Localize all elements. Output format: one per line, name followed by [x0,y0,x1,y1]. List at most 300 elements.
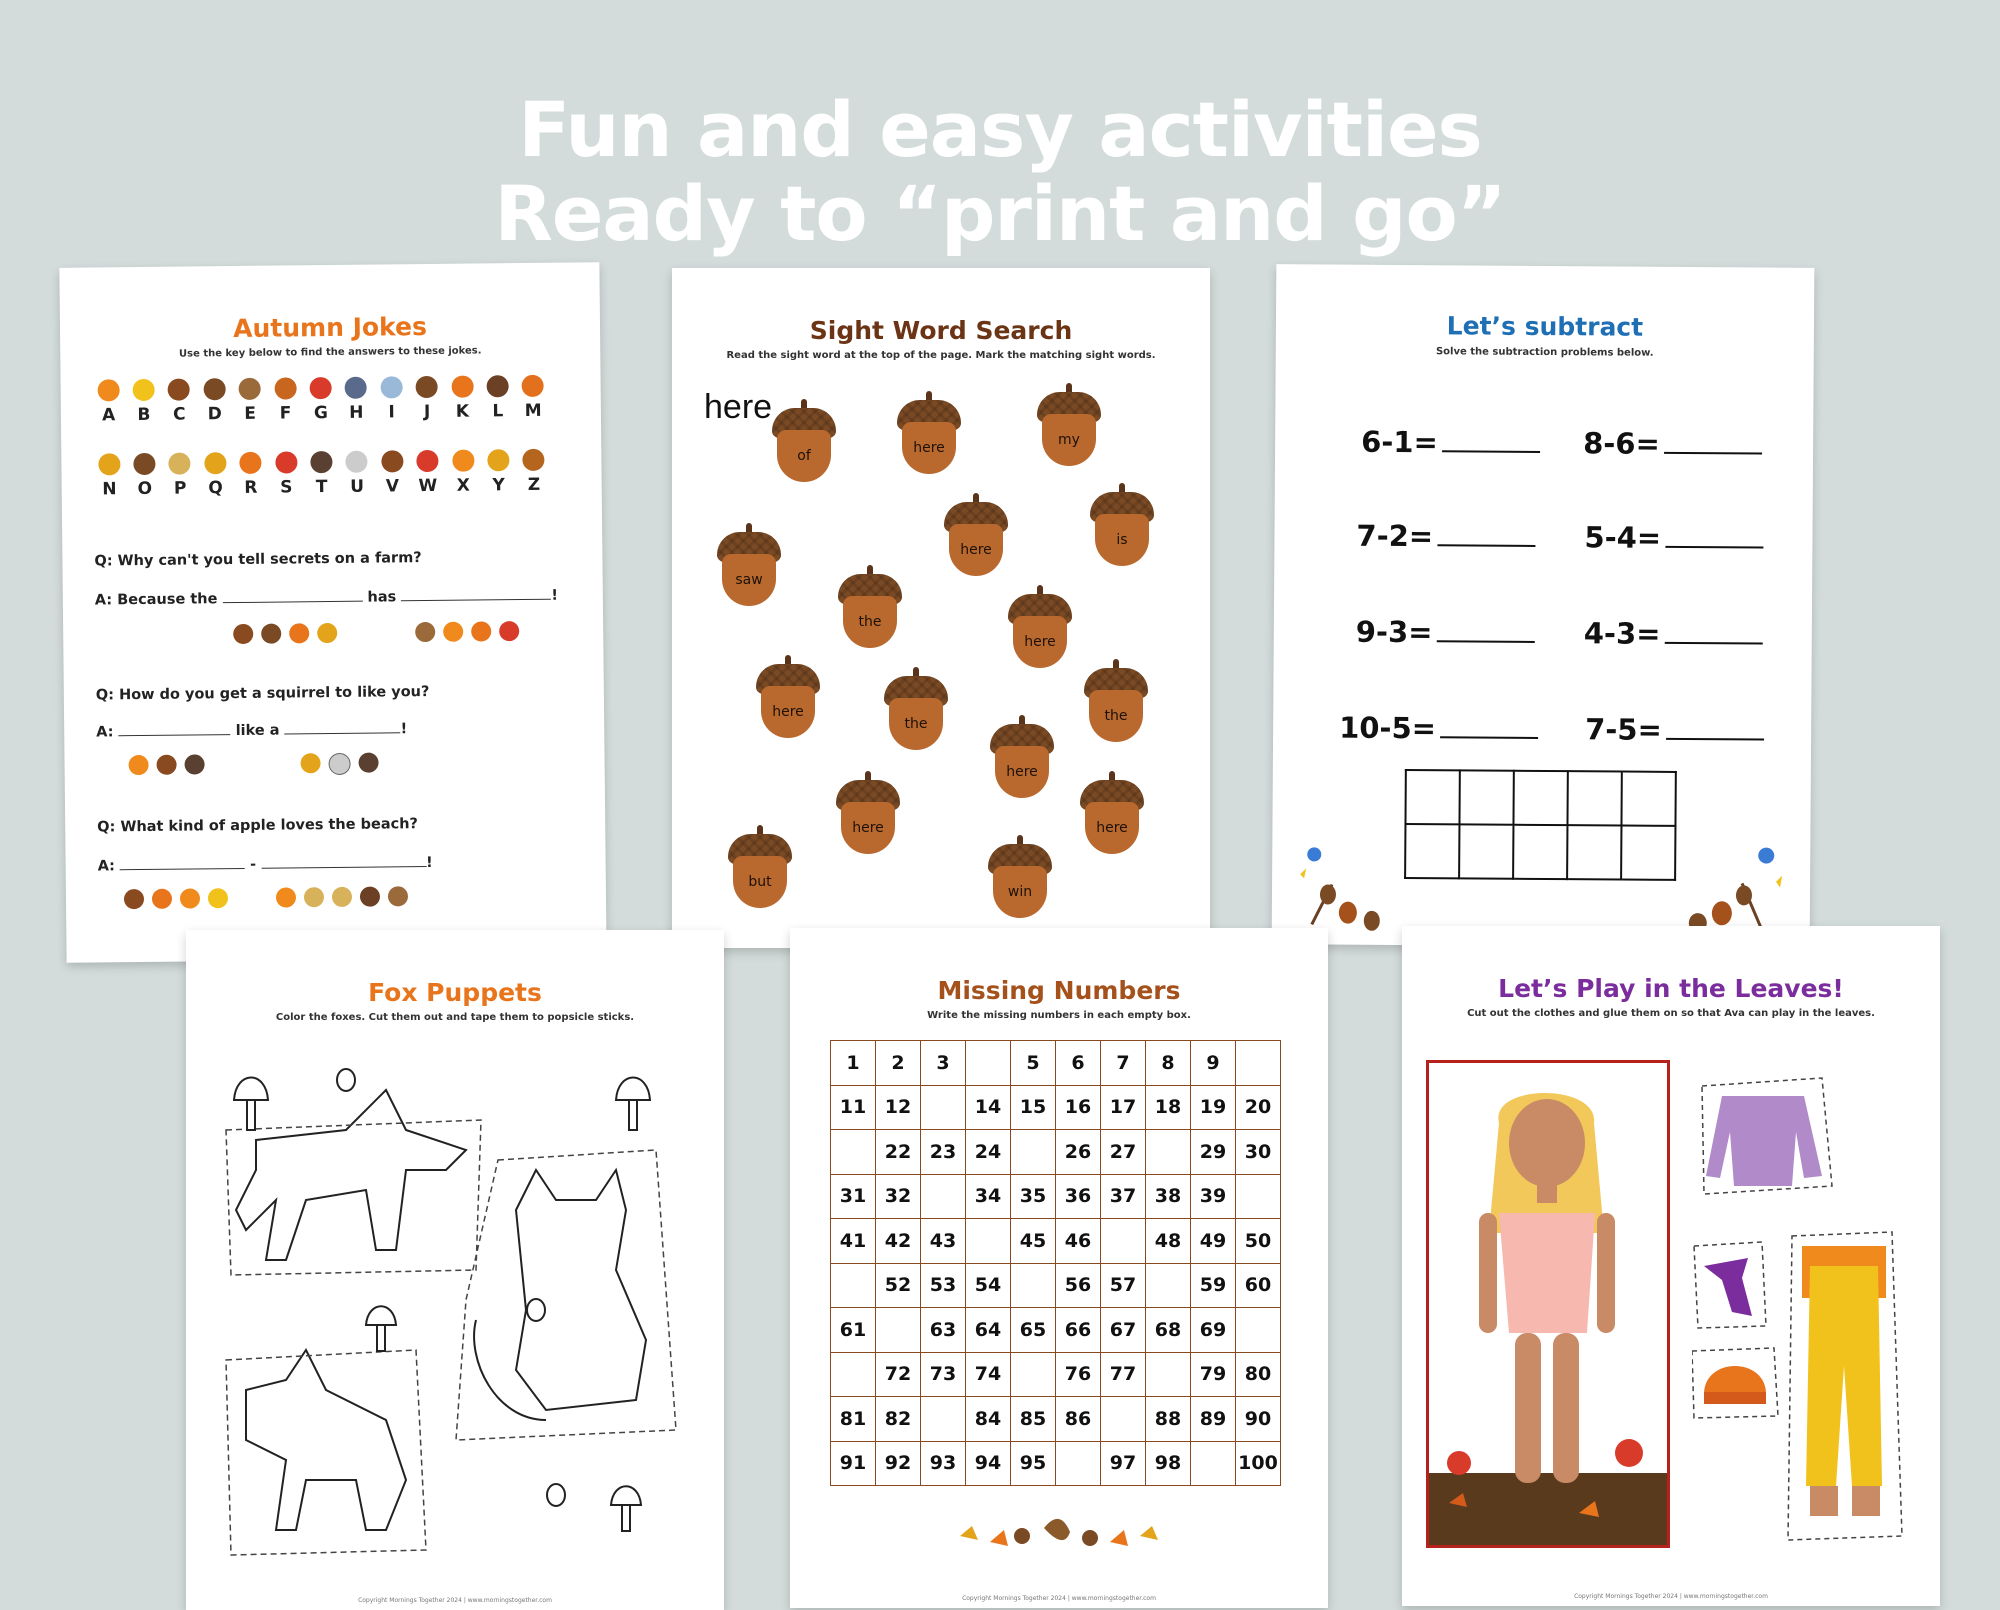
mushroom-icon [499,621,519,641]
acorn-label: here [902,422,956,474]
empty-number-box[interactable] [921,1085,966,1130]
doll-frame [1426,1060,1670,1548]
leaves-sheet [1402,926,1940,1606]
ten-frame-cell[interactable] [1621,826,1675,880]
number-cell: 56 [1056,1263,1101,1308]
number-cell: 80 [1236,1352,1281,1397]
acorn-icon [133,453,155,475]
leaf-garland-icon [950,1506,1170,1556]
fox-cutouts-illustration [216,1060,696,1560]
acorn-word[interactable] [897,400,961,476]
tree-icon [522,375,544,397]
acorn-label: here [995,746,1049,798]
key-letter-q [197,452,233,498]
number-cell: 7 [1101,1041,1146,1086]
key-letter-v [374,450,410,496]
key-letter-label: F [279,403,292,424]
leaf-icon [487,449,509,471]
hedgehog-icon [358,753,378,773]
problem-5 [1356,615,1535,650]
joke-answer-2-blank-a[interactable] [118,720,230,736]
empty-number-box[interactable] [1146,1352,1191,1397]
acorn-label: of [777,430,831,482]
acorn-icon [261,624,281,644]
number-cell: 59 [1191,1263,1236,1308]
problem-2-text: 8-6= [1583,426,1660,461]
web-icon [328,753,350,775]
hundreds-row [831,1397,1281,1442]
web-icon [346,451,368,473]
acorn-word[interactable] [728,834,792,910]
acorn-label: but [733,856,787,908]
key-letter-label: T [315,477,328,498]
number-cell: 18 [1146,1085,1191,1130]
number-cell: 73 [921,1352,966,1397]
key-letter-label: A [101,405,116,426]
missing-numbers-footer: Copyright Mornings Together 2024 | www.morningstogether.com [962,1595,1156,1602]
pinecone-icon [486,375,508,397]
joke-answer-3-blank-a[interactable] [120,854,245,870]
number-cell: 48 [1146,1219,1191,1264]
key-letter-label: N [102,479,117,500]
number-cell: 76 [1056,1352,1101,1397]
missing-numbers-sheet [790,928,1328,1608]
key-letter-t [304,451,340,497]
key-letter-label: V [385,476,400,497]
key-letter-label: G [313,403,328,424]
number-cell: 24 [966,1130,1011,1175]
spider-icon [233,624,253,644]
joke-question-3: Q: What kind of apple loves the beach? [97,816,419,836]
acorn-branch-right-icon [1672,833,1793,938]
joke-answer-2-end: ! [400,721,408,738]
spider-icon [156,755,176,775]
jar-icon [380,376,402,398]
ten-frame [1404,769,1677,881]
number-cell: 77 [1101,1352,1146,1397]
hundreds-row [831,1441,1281,1486]
problem-2 [1583,426,1762,461]
spider-icon [381,450,403,472]
empty-number-box[interactable] [1236,1041,1281,1086]
acorn-word[interactable] [1084,668,1148,744]
hundreds-row [831,1219,1281,1264]
key-letter-label: O [137,478,153,500]
empty-number-box[interactable] [831,1263,876,1308]
joke-answer-2-mid: like a [235,722,280,740]
number-cell: 17 [1101,1085,1146,1130]
hundreds-chart [830,1040,1281,1486]
autumn-jokes-subtitle: Use the key below to find the answers to these jokes. [178,345,482,360]
branch-icon [523,449,545,471]
apple-icon [416,450,438,472]
joke-answer-2-blank-b[interactable] [284,718,400,734]
acorn-label: here [841,802,895,854]
number-cell: 68 [1146,1308,1191,1353]
number-cell: 16 [1056,1085,1101,1130]
acorn-branch-left-icon [1292,834,1403,935]
joke-answer-1-start: A: Because the [94,591,218,609]
problem-3-text: 7-2= [1356,518,1434,554]
key-letter-f [267,377,303,423]
number-cell: 88 [1146,1397,1191,1442]
number-cell: 60 [1236,1263,1281,1308]
ten-frame-cell[interactable] [1513,825,1567,879]
owl-icon [239,378,261,400]
problem-6-answer[interactable] [1664,638,1762,645]
key-letter-label: C [173,404,186,425]
spider-icon [168,378,190,400]
number-cell: 81 [831,1397,876,1442]
number-cell: 9 [1191,1041,1236,1086]
spider-icon [124,889,144,909]
pumpkin-icon [180,888,200,908]
number-cell: 34 [966,1174,1011,1219]
key-letter-k [444,375,480,421]
key-letter-u [339,451,375,497]
number-cell: 8 [1146,1041,1191,1086]
joke-answer-3-start: A: [97,858,116,875]
leaf-icon [317,623,337,643]
number-cell: 42 [876,1219,921,1264]
key-letter-label: M [524,400,542,421]
number-cell: 38 [1146,1174,1191,1219]
number-cell: 49 [1191,1219,1236,1264]
alphabet-key-row1 [91,375,551,426]
key-letter-n [91,453,127,499]
joke-2-icons-a [128,754,204,775]
acorn-icon [203,378,225,400]
acorn-word[interactable] [1090,492,1154,568]
acorn-word[interactable] [988,844,1052,920]
key-letter-label: K [455,401,470,422]
apple-icon [310,377,332,399]
problem-6 [1584,616,1763,651]
acorn-word[interactable] [756,664,820,740]
problem-4-answer[interactable] [1665,542,1763,549]
key-letter-label: Z [527,474,541,495]
hundreds-row [831,1085,1281,1130]
empty-number-box[interactable] [966,1041,1011,1086]
hundreds-row [831,1352,1281,1397]
hedgehog-icon [184,754,204,774]
subtract-subtitle: Solve the subtraction problems below. [1435,346,1654,359]
acorn-word[interactable] [944,502,1008,578]
empty-number-box[interactable] [966,1219,1011,1264]
acorn-label: here [761,686,815,738]
key-letter-s [268,451,304,497]
acorn-word[interactable] [1008,594,1072,670]
joke-answer-2-start: A: [96,724,114,741]
acorn-word[interactable] [1037,392,1101,468]
empty-number-box[interactable] [921,1174,966,1219]
hundreds-row [831,1041,1281,1086]
key-letter-y [481,449,517,495]
mushroom-icon [275,451,297,473]
empty-number-box[interactable] [1101,1397,1146,1442]
fox-puppets-subtitle: Color the foxes. Cut them out and tape them to popsicle sticks. [275,1012,635,1023]
key-letter-label: W [418,475,438,497]
joke-answer-3-end: ! [426,854,433,872]
joke-answer-1-end: ! [551,587,559,604]
joke-answer-1-blank-a[interactable] [222,587,362,603]
key-letter-label: S [280,477,293,498]
sunflower-icon [208,888,228,908]
hundreds-row [831,1174,1281,1219]
number-cell: 91 [831,1441,876,1486]
key-letter-label: R [244,477,258,498]
problem-4 [1584,520,1763,555]
fox-puppets-sheet [186,930,724,1610]
acorn-label: the [843,596,897,648]
ten-frame-cell[interactable] [1567,771,1621,825]
number-cell: 29 [1191,1130,1236,1175]
autumn-jokes-title: Autumn Jokes [233,312,428,344]
problem-7 [1339,711,1538,746]
number-cell: 98 [1146,1441,1191,1486]
key-letter-label: E [244,403,257,424]
sight-word-sheet [672,268,1210,948]
number-cell: 11 [831,1085,876,1130]
joke-answer-3-blank-b[interactable] [261,852,426,869]
number-cell: 69 [1191,1308,1236,1353]
empty-number-box[interactable] [876,1308,921,1353]
acorn-word[interactable] [772,408,836,484]
key-letter-label: B [137,404,151,426]
wheat-icon [304,887,324,907]
problem-7-answer[interactable] [1440,732,1538,739]
empty-number-box[interactable] [1146,1130,1191,1175]
acorn-label: my [1042,414,1096,466]
owl-icon [415,622,435,642]
acorn-label: saw [722,554,776,606]
number-cell: 57 [1101,1263,1146,1308]
hundreds-row [831,1263,1281,1308]
acorn-label: here [1013,616,1067,668]
number-cell: 19 [1191,1085,1236,1130]
pumpkin-icon [97,379,119,401]
ten-frame-cell[interactable] [1459,824,1513,878]
key-letter-e [232,378,268,424]
pumpkin-icon [452,450,474,472]
number-cell: 93 [921,1441,966,1486]
key-letter-c [161,378,197,424]
empty-number-box[interactable] [1011,1352,1056,1397]
autumn-jokes-sheet [59,262,606,963]
acorn-word[interactable] [1080,780,1144,856]
squirrel-icon [274,377,296,399]
joke-1-icons-a [233,623,337,644]
empty-number-box[interactable] [1236,1174,1281,1219]
number-cell: 39 [1191,1174,1236,1219]
key-letter-label: Y [492,475,505,496]
number-cell: 54 [966,1263,1011,1308]
acorn-word[interactable] [884,676,948,752]
empty-number-box[interactable] [831,1130,876,1175]
acorn-label: win [993,866,1047,918]
problem-3 [1356,519,1535,554]
key-letter-a [91,379,127,425]
number-cell: 72 [876,1352,921,1397]
number-cell: 66 [1056,1308,1101,1353]
joke-answer-3 [98,852,433,875]
number-cell: 5 [1011,1041,1056,1086]
joke-answer-1 [95,585,558,609]
hundreds-row [831,1130,1281,1175]
problem-1-answer[interactable] [1442,446,1540,453]
joke-answer-1-blank-b[interactable] [401,585,551,602]
key-letter-m [515,375,551,421]
empty-number-box[interactable] [1011,1263,1056,1308]
problem-5-answer[interactable] [1436,636,1534,643]
acorn-word[interactable] [836,780,900,856]
number-cell: 26 [1056,1130,1101,1175]
pumpkin-icon [128,755,148,775]
pumpkin-icon [276,887,296,907]
missing-numbers-subtitle: Write the missing numbers in each empty box. [927,1010,1191,1021]
number-cell: 64 [966,1308,1011,1353]
key-letter-label: X [456,475,470,496]
leaf-icon [204,452,226,474]
acorn-word[interactable] [990,724,1054,800]
headline-line1: Fun and easy activities [518,85,1482,174]
joke-3-icons-b [276,886,408,907]
ten-frame-cell[interactable] [1459,770,1513,824]
number-cell: 20 [1236,1085,1281,1130]
ten-frame-cell[interactable] [1513,771,1567,825]
number-cell: 65 [1011,1308,1056,1353]
acorn-icon [416,376,438,398]
clothes-cutouts-illustration [1692,1066,1922,1546]
number-cell: 27 [1101,1130,1146,1175]
number-cell: 85 [1011,1397,1056,1442]
number-cell: 45 [1011,1219,1056,1264]
problem-8 [1585,712,1764,747]
acorn-label: here [1085,802,1139,854]
joke-answer-2 [96,718,407,740]
number-cell: 37 [1101,1174,1146,1219]
empty-number-box[interactable] [1011,1130,1056,1175]
number-cell: 30 [1236,1130,1281,1175]
number-cell: 100 [1236,1441,1281,1486]
empty-number-box[interactable] [1236,1308,1281,1353]
number-cell: 32 [876,1174,921,1219]
key-letter-label: H [349,402,364,423]
key-letter-i [374,376,410,422]
acorn-label: the [889,698,943,750]
acorn-word[interactable] [838,574,902,650]
key-letter-label: P [173,478,187,499]
problem-5-text: 9-3= [1355,614,1433,650]
key-letter-label: Q [208,478,223,499]
wheat-icon [332,887,352,907]
target-word: here [704,388,773,426]
key-letter-x [445,449,481,495]
empty-number-box[interactable] [831,1352,876,1397]
number-cell: 53 [921,1263,966,1308]
problem-4-text: 5-4= [1584,520,1662,555]
empty-number-box[interactable] [1146,1263,1191,1308]
ten-frame-cell[interactable] [1405,824,1459,878]
joke-2-icons-b [300,753,378,776]
number-cell: 15 [1011,1085,1056,1130]
key-letter-g [303,377,339,423]
fox-icon [289,623,309,643]
key-letter-p [162,452,198,498]
hedgehog-icon [310,451,332,473]
key-letter-h [338,377,374,423]
problem-8-answer[interactable] [1666,734,1764,741]
leaf-icon [98,453,120,475]
problem-1 [1361,425,1540,460]
number-cell: 61 [831,1308,876,1353]
number-cell: 31 [831,1174,876,1219]
key-letter-label: I [388,402,395,423]
fox-puppets-footer: Copyright Mornings Together 2024 | www.morningstogether.com [358,1597,552,1604]
acorn-word[interactable] [717,532,781,608]
number-cell: 50 [1236,1219,1281,1264]
key-letter-o [127,453,163,499]
number-cell: 22 [876,1130,921,1175]
number-cell: 12 [876,1085,921,1130]
problem-6-text: 4-3= [1583,616,1661,651]
key-letter-label: L [492,401,504,422]
acorn-label: the [1089,690,1143,742]
key-letter-label: U [350,476,365,497]
number-cell: 14 [966,1085,1011,1130]
sight-word-title: Sight Word Search [809,316,1073,345]
doll-ava-illustration [1429,1063,1667,1545]
fox-icon [451,376,473,398]
key-letter-l [480,375,516,421]
empty-number-box[interactable] [1191,1441,1236,1486]
empty-number-box[interactable] [921,1397,966,1442]
number-cell: 3 [921,1041,966,1086]
pumpkin-icon [443,622,463,642]
subtract-sheet [1272,264,1815,948]
number-cell: 67 [1101,1308,1146,1353]
owl-icon [388,886,408,906]
pinecone-icon [360,887,380,907]
sunflower-icon [133,379,155,401]
acorn-label: here [949,524,1003,576]
leaf-icon [300,753,320,773]
leaves-subtitle: Cut out the clothes and glue them on so that Ava can play in the leaves. [1467,1008,1875,1019]
empty-number-box[interactable] [1101,1219,1146,1264]
key-letter-r [233,452,269,498]
ten-frame-cell[interactable] [1621,772,1675,826]
number-cell: 84 [966,1397,1011,1442]
empty-number-box[interactable] [1056,1441,1101,1486]
number-cell: 43 [921,1219,966,1264]
number-cell: 41 [831,1219,876,1264]
fox-puppets-title: Fox Puppets [368,978,542,1007]
number-cell: 97 [1101,1441,1146,1486]
number-cell: 94 [966,1441,1011,1486]
key-letter-label: J [423,401,431,423]
problem-3-answer[interactable] [1437,540,1535,547]
number-cell: 46 [1056,1219,1101,1264]
number-cell: 74 [966,1352,1011,1397]
leaves-footer: Copyright Mornings Together 2024 | www.morningstogether.com [1574,1593,1768,1600]
sight-word-subtitle: Read the sight word at the top of the page. Mark the matching sight words. [726,350,1156,361]
headline-line2: Ready to “print and go” [494,169,1506,258]
ten-frame-cell[interactable] [1405,770,1459,824]
hundreds-row [831,1308,1281,1353]
problem-2-answer[interactable] [1664,448,1762,455]
ten-frame-cell[interactable] [1567,825,1621,879]
number-cell: 89 [1191,1397,1236,1442]
